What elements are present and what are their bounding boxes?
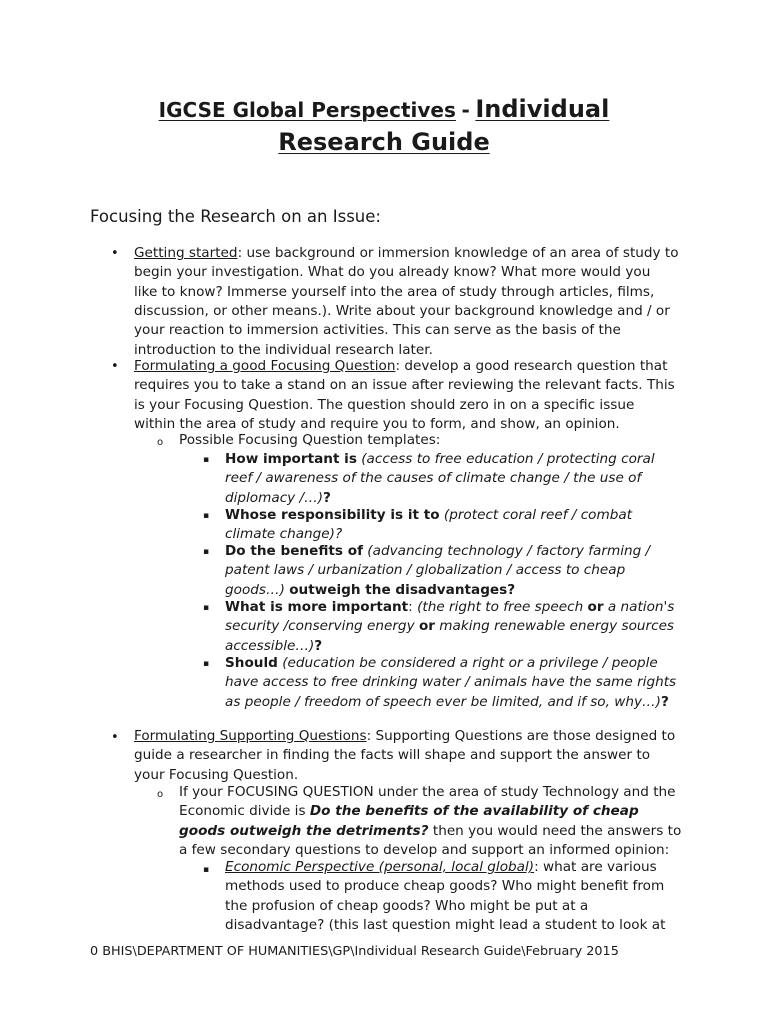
paragraph-line: your Focusing Question. bbox=[134, 766, 299, 783]
template-line: Whose responsibility is it to (protect coral reef / combat bbox=[225, 507, 633, 523]
getting-started-line: Getting started: use background or immersion knowledge of an area of study to bbox=[134, 245, 679, 261]
document-title bbox=[0, 92, 768, 129]
paragraph-line: the profusion of cheap goods? Who might be put at a bbox=[225, 897, 589, 914]
square-marker: ▪ bbox=[203, 547, 210, 557]
example-line: goods outweigh the detriments? then you would need the answers to bbox=[179, 822, 682, 839]
bullet-marker: • bbox=[111, 359, 119, 374]
template-line: What is more important: (the right to free speech or a nation's bbox=[225, 599, 675, 615]
focusing-question-label: Formulating a good Focusing Question bbox=[134, 358, 396, 374]
paragraph-line: disadvantage? (this last question might lead a student to look at bbox=[225, 916, 666, 933]
paragraph-line: like to know? Immerse yourself into the area of study through articles, films, bbox=[134, 283, 655, 300]
circle-marker: o bbox=[157, 437, 164, 448]
title-part2: Individual bbox=[475, 95, 610, 123]
template-line: security /conserving energy or making renewable energy sources bbox=[225, 618, 675, 635]
square-marker: ▪ bbox=[203, 455, 210, 465]
template-line: patent laws / urbanization / globalization / access to cheap bbox=[225, 562, 626, 579]
focusing-question-line: Formulating a good Focusing Question: develop a good research question that bbox=[134, 358, 668, 374]
square-marker: ▪ bbox=[203, 659, 210, 669]
title-line2: Research Guide bbox=[278, 128, 490, 156]
paragraph-line: requires you to take a stand on an issue after reviewing the relevant facts. This bbox=[134, 377, 675, 394]
bullet-marker: • bbox=[111, 246, 119, 261]
square-marker: ▪ bbox=[203, 511, 210, 521]
example-line: If your FOCUSING QUESTION under the area of study Technology and the bbox=[179, 784, 676, 800]
title-dash: - bbox=[461, 98, 470, 122]
paragraph-line: is your Focusing Question. The question should zero in on a specific issue bbox=[134, 396, 635, 413]
paragraph-line: within the area of study and require you to form, and show, an opinion. bbox=[134, 415, 620, 432]
title-part1: IGCSE Global Perspectives bbox=[158, 98, 456, 122]
template-line: Do the benefits of (advancing technology / factory farming / bbox=[225, 543, 651, 559]
paragraph-line: introduction to the individual research later. bbox=[134, 341, 433, 358]
economic-perspective-label: Economic Perspective (personal, local global) bbox=[225, 859, 535, 875]
template-line: accessible…)? bbox=[225, 637, 323, 654]
paragraph-line: methods used to produce cheap goods? Who might benefit from bbox=[225, 878, 665, 895]
template-line: have access to free drinking water / animals have the same rights bbox=[225, 674, 677, 691]
paragraph-line: begin your investigation. What do you already know? What more would you bbox=[134, 264, 651, 281]
template-line: reef / awareness of the causes of climate change / the use of bbox=[225, 470, 642, 487]
supporting-questions-line: Formulating Supporting Questions: Supporting Questions are those designed to bbox=[134, 728, 676, 744]
paragraph-line: your reaction to immersion activities. This can serve as the basis of the bbox=[134, 322, 621, 339]
template-line: climate change)? bbox=[225, 526, 343, 543]
template-line: diplomacy /…)? bbox=[225, 489, 331, 506]
example-line: a few secondary questions to develop and support an informed opinion: bbox=[179, 841, 670, 858]
template-line: as people / freedom of speech ever be limited, and if so, why…)? bbox=[225, 693, 669, 710]
economic-perspective-line: Economic Perspective (personal, local global): what are various bbox=[225, 859, 657, 875]
section-heading: Focusing the Research on an Issue: bbox=[90, 207, 381, 226]
templates-label: Possible Focusing Question templates: bbox=[179, 432, 441, 448]
getting-started-label: Getting started bbox=[134, 245, 238, 261]
template-line: goods…) outweigh the disadvantages? bbox=[225, 581, 516, 598]
document-title-line2 bbox=[0, 126, 768, 158]
circle-marker: o bbox=[157, 789, 164, 800]
template-line: Should (education be considered a right or a privilege / people bbox=[225, 655, 658, 671]
template-line: How important is (access to free education / protecting coral bbox=[225, 451, 655, 467]
paragraph-line: guide a researcher in finding the facts will shape and support the answer to bbox=[134, 747, 651, 764]
bullet-marker: • bbox=[111, 730, 119, 745]
page-footer: 0 BHIS\DEPARTMENT OF HUMANITIES\GP\Individual Research Guide\February 2015 bbox=[90, 944, 619, 959]
square-marker: ▪ bbox=[203, 865, 210, 875]
example-line: Economic divide is Do the benefits of the availability of cheap bbox=[179, 803, 639, 820]
supporting-questions-label: Formulating Supporting Questions bbox=[134, 728, 367, 744]
square-marker: ▪ bbox=[203, 603, 210, 613]
paragraph-line: discussion, or other means.). Write about your background knowledge and / or bbox=[134, 302, 670, 319]
